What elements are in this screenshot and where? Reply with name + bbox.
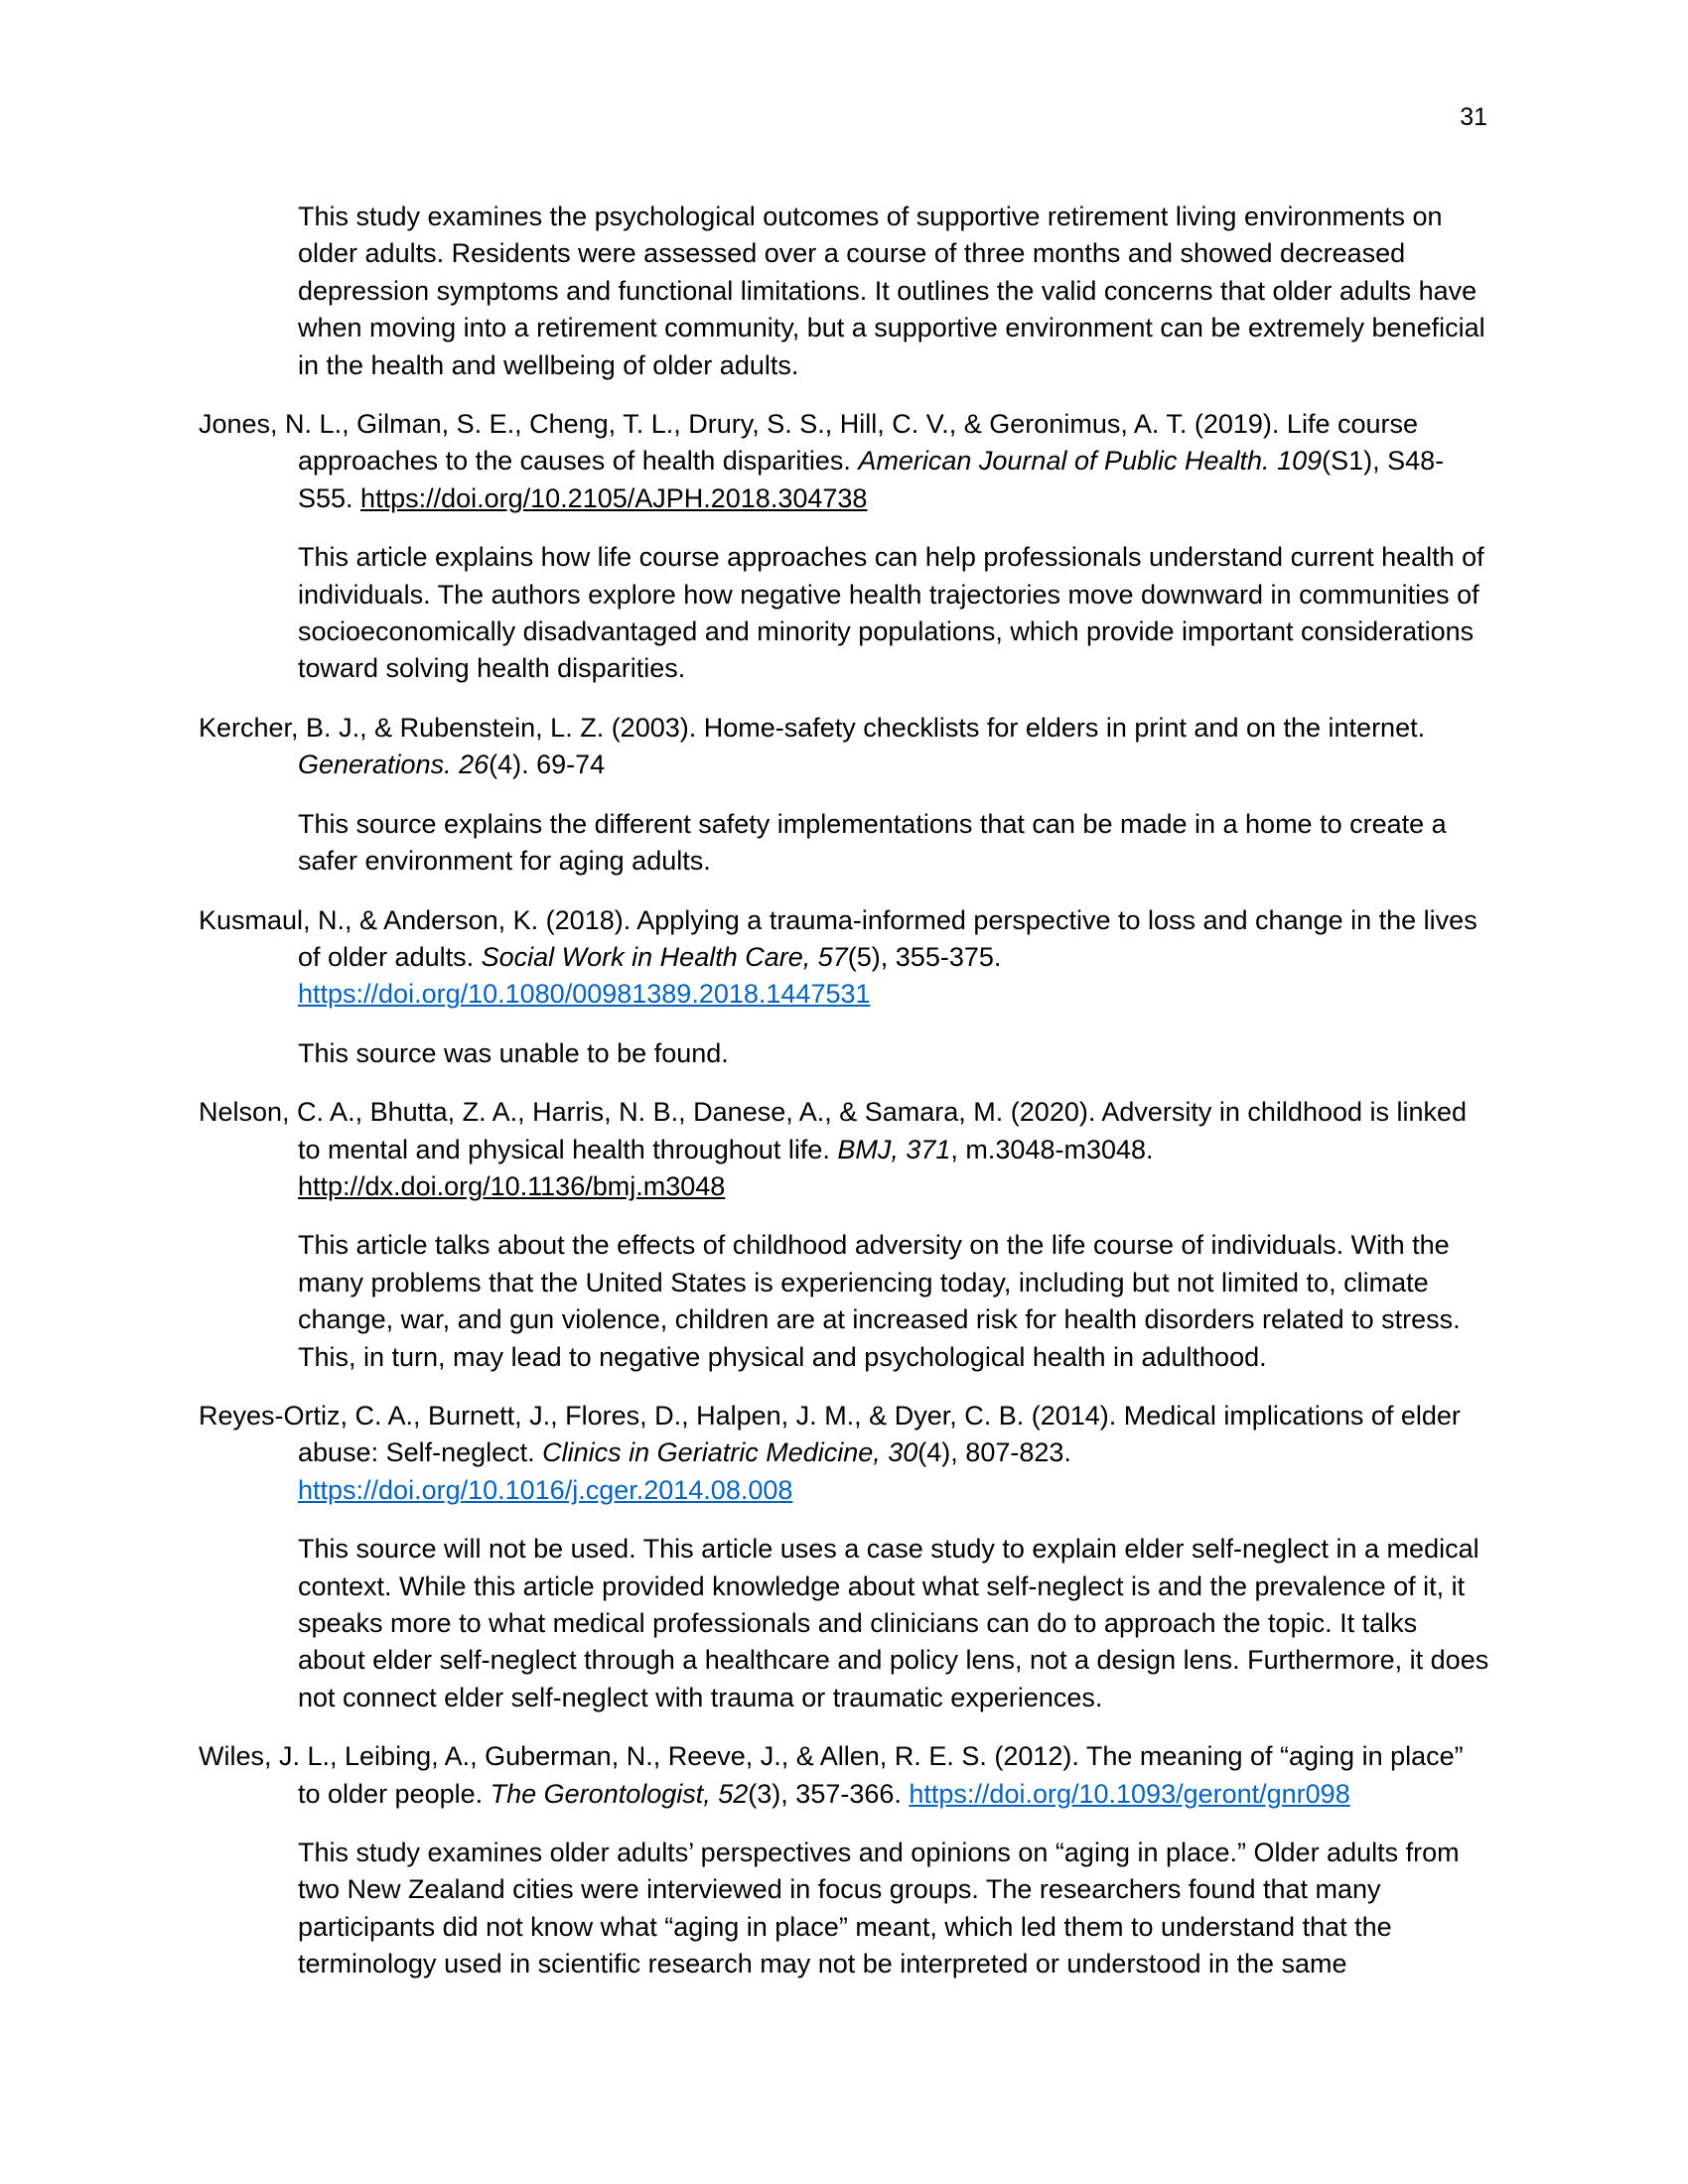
citation-wiles <box>199 1738 1489 1813</box>
citation-kusmaul <box>199 902 1489 1014</box>
annotation-nelson: This article talks about the effects of childhood adversity on the life course of individuals. With the many problems that the United States is experiencing today, including but not limited to, climate change, war, and gun violence, children are at increased risk for health disorders related to stress. This, in turn, may lead to negative physical and psychological health in adulthood. <box>298 1230 1461 1372</box>
annotation-jones: This article explains how life course approaches can help professionals understand current health of individuals. The authors explore how negative health trajectories move downward in communities of socioeconomically disadvantaged and minority populations, which provide important considerations toward solving health disparities. <box>298 542 1484 684</box>
citation-text: Wiles, J. L., Leibing, A., Guberman, N., Reeve, J., & Allen, R. E. S. (2012). The meaning of “aging in place” to older people. <box>199 1741 1464 1809</box>
citation-jones <box>199 406 1489 517</box>
annotation-reyes-ortiz: This source will not be used. This article uses a case study to explain elder self-neglect in a medical context. While this article provided knowledge about what self-neglect is and the prevalence of it, it speaks more to what medical professionals and clinicians can do to approach the topic. It talks about elder self-neglect through a healthcare and policy lens, not a design lens. Furthermore, it does not connect elder self-neglect with trauma or traumatic experiences. <box>298 1534 1489 1712</box>
annotation-retirement-living: This study examines the psychological outcomes of supportive retirement living environments on older adults. Residents were assessed over a course of three months and showed decreased depression symptoms and functional limitations. It outlines the valid concerns that older adults have when moving into a retirement community, but a supportive environment can be extremely beneficial in the health and wellbeing of older adults. <box>298 202 1485 380</box>
citation-details: (S1), S48-S55. <box>298 446 1445 513</box>
annotation-kusmaul: This source was unable to be found. <box>298 1037 729 1068</box>
citation-text: Jones, N. L., Gilman, S. E., Cheng, T. L., Drury, S. S., Hill, C. V., & Geronimus, A. T. (2019). Life course approaches to the causes of health disparities. <box>199 409 1418 477</box>
citation-details: (5), 355-375. <box>847 941 1002 972</box>
doi-link[interactable]: https://doi.org/10.2105/AJPH.2018.304738 <box>360 482 868 513</box>
journal-title: Clinics in Geriatric Medicine, 30 <box>542 1437 918 1468</box>
citation-nelson <box>199 1094 1489 1205</box>
annotation-wiles: This study examines older adults’ perspectives and opinions on “aging in place.” Older adults from two New Zealand cities were interviewed in focus groups. The researchers found that many participants did not know what “aging in place” meant, which led them to understand that the terminology used in scientific research may not be interpreted or understood in the same <box>298 1838 1460 1979</box>
doi-link[interactable]: https://doi.org/10.1016/j.cger.2014.08.008 <box>298 1474 793 1505</box>
citation-details: (4), 807-823. <box>917 1437 1071 1468</box>
journal-title: Social Work in Health Care, 57 <box>481 941 848 972</box>
citation-reyes-ortiz <box>199 1398 1489 1509</box>
journal-title: Generations. 26 <box>298 750 490 780</box>
citation-text: Nelson, C. A., Bhutta, Z. A., Harris, N. B., Danese, A., & Samara, M. (2020). Adversity in childhood is linked to mental and physical health throughout life. <box>199 1097 1468 1164</box>
doi-link[interactable]: http://dx.doi.org/10.1136/bmj.m3048 <box>298 1170 726 1201</box>
journal-title: The Gerontologist, 52 <box>490 1778 749 1809</box>
page-number: 31 <box>1460 103 1487 131</box>
journal-title: BMJ, 371 <box>837 1134 951 1164</box>
citation-text: Kercher, B. J., & Rubenstein, L. Z. (2003). Home-safety checklists for elders in print and on the internet. <box>199 712 1426 743</box>
doi-link[interactable]: https://doi.org/10.1093/geront/gnr098 <box>909 1778 1350 1809</box>
journal-title: American Journal of Public Health. 109 <box>858 446 1323 477</box>
doi-link[interactable]: https://doi.org/10.1080/00981389.2018.1447531 <box>298 979 871 1010</box>
citation-details: , m.3048-m3048. <box>950 1134 1154 1164</box>
citation-details: (4). 69-74 <box>489 750 606 780</box>
citation-text: Kusmaul, N., & Anderson, K. (2018). Applying a trauma-informed perspective to loss and change in the lives of older adults. <box>199 904 1477 972</box>
annotation-kercher: This source explains the different safety implementations that can be made in a home to create a safer environment for aging adults. <box>298 808 1447 877</box>
citation-text: Reyes-Ortiz, C. A., Burnett, J., Flores, D., Halpen, J. M., & Dyer, C. B. (2014). Medical implications of elder abuse: Self-neglect. <box>199 1400 1461 1468</box>
annotated-bibliography <box>199 199 1489 2005</box>
citation-kercher <box>199 710 1489 784</box>
citation-details: (3), 357-366. <box>748 1778 910 1809</box>
